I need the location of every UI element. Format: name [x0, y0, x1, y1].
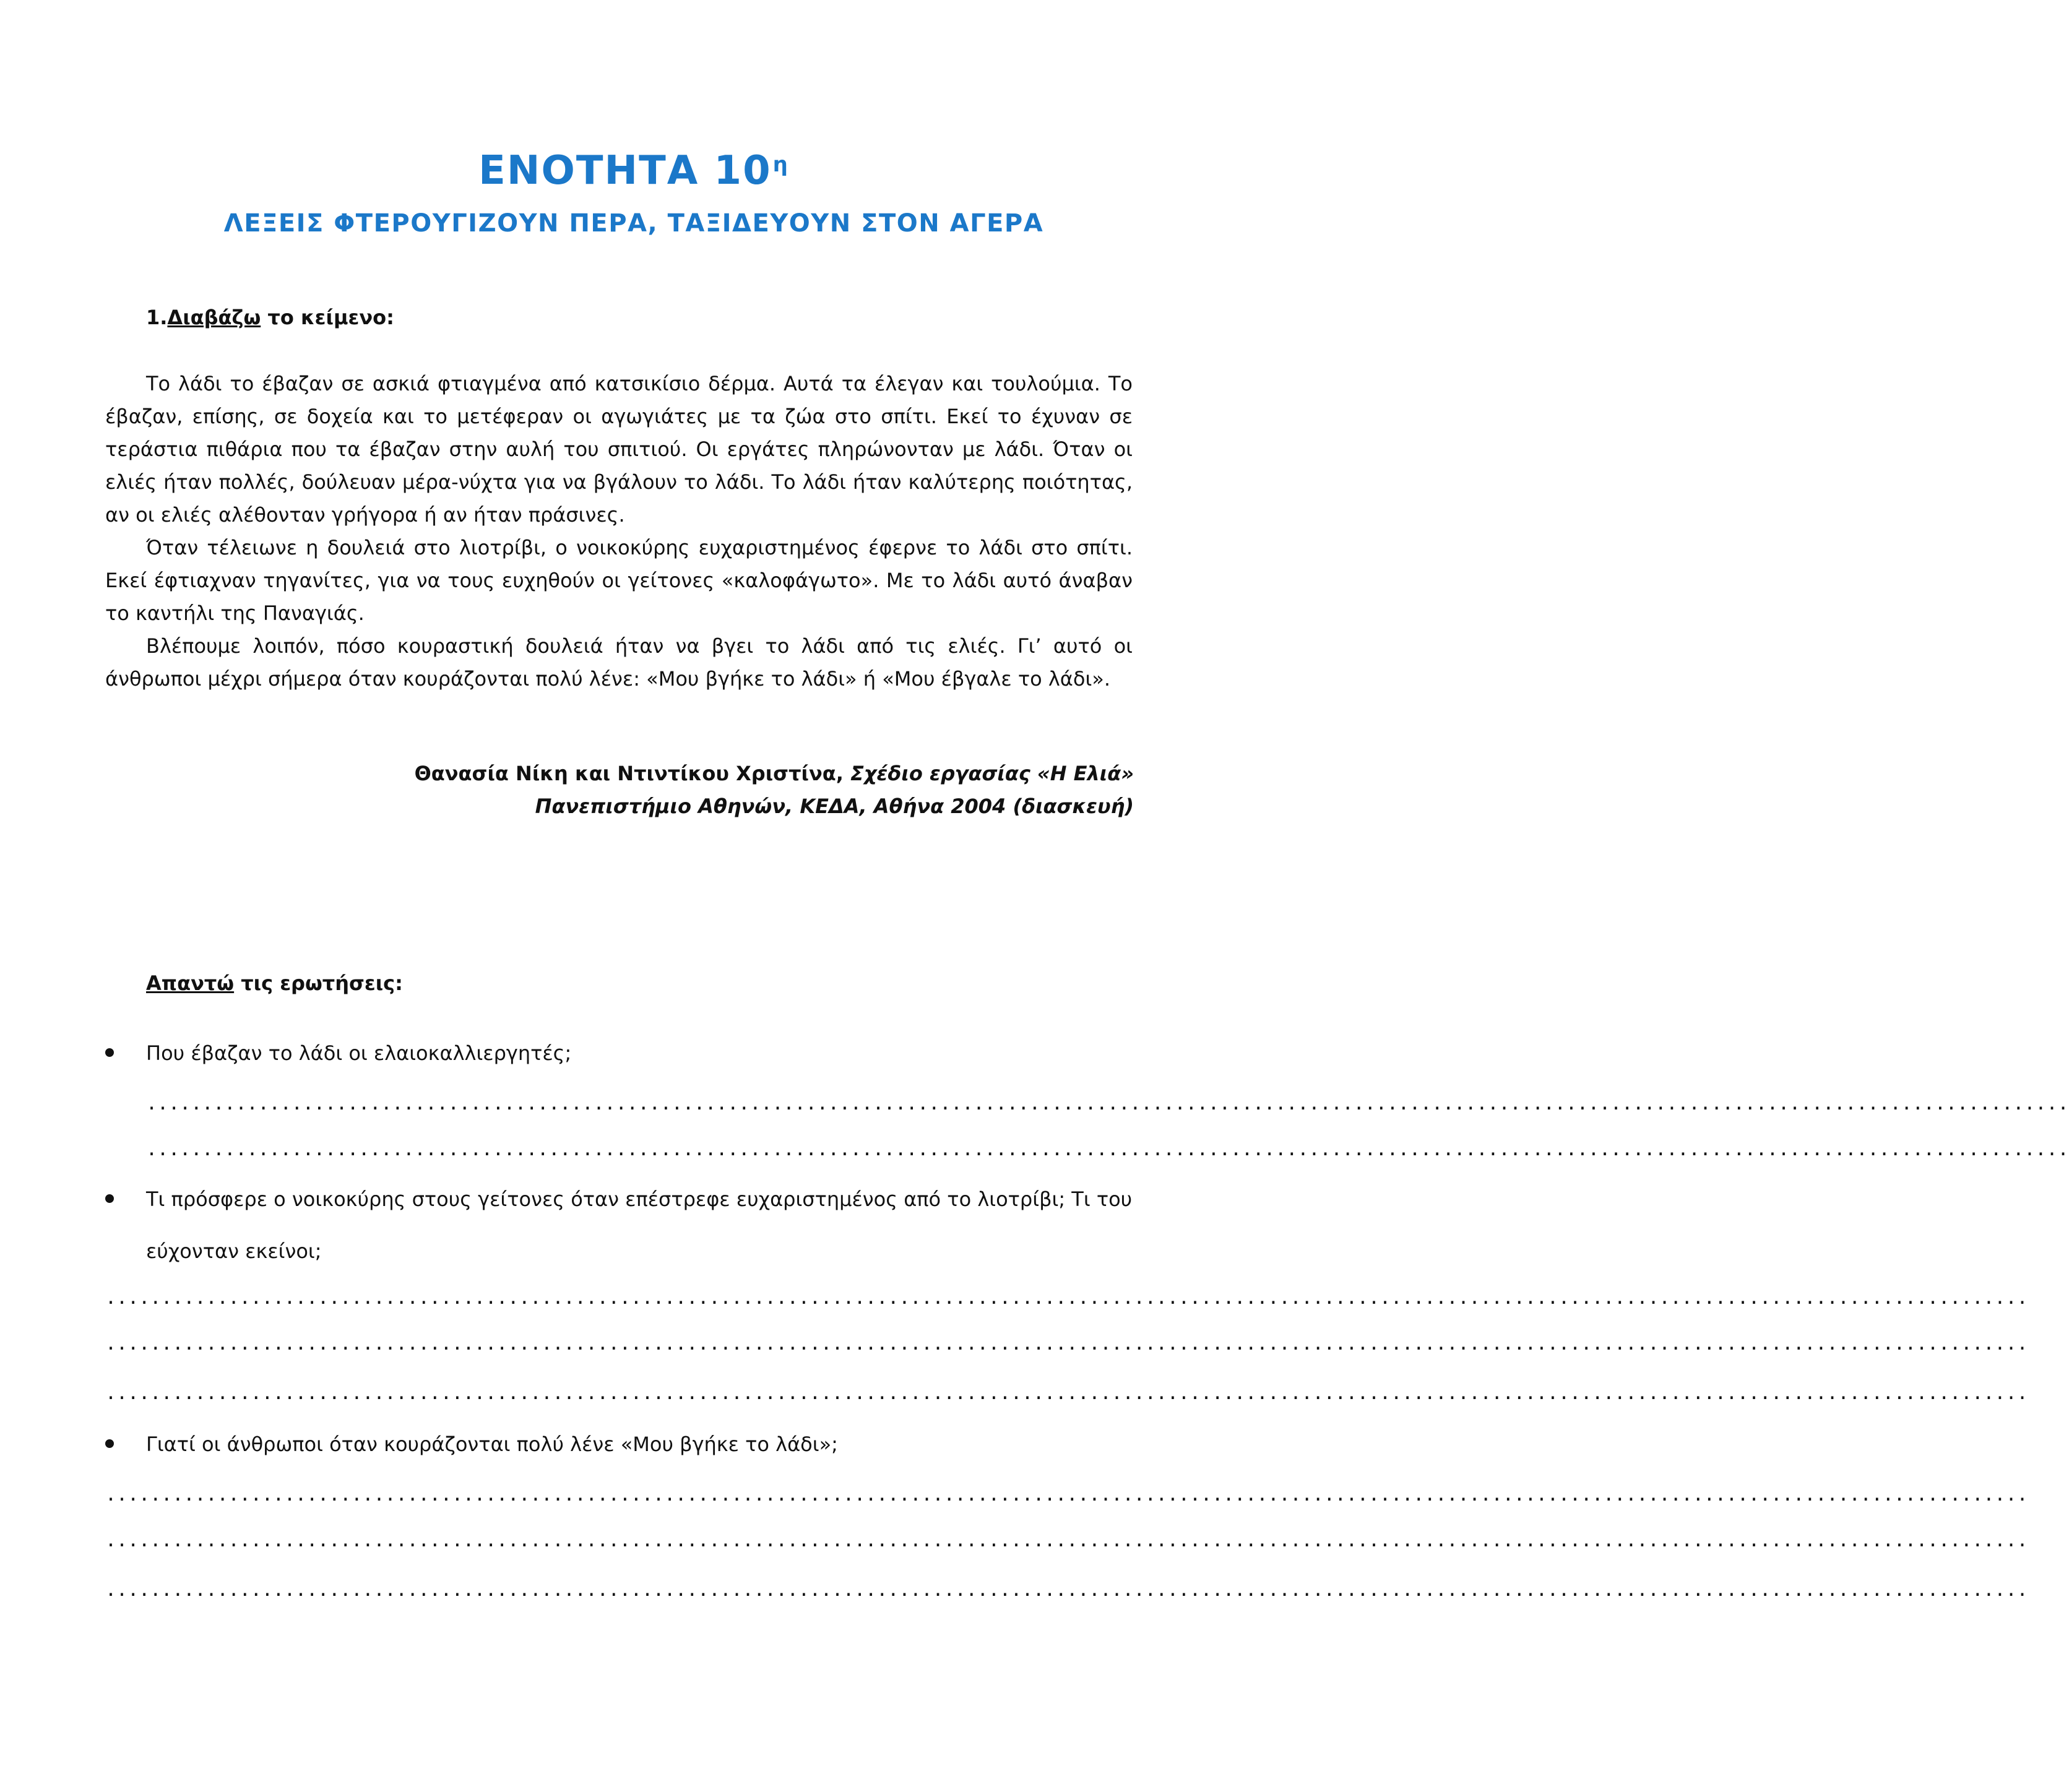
answers-verb: Απαντώ — [146, 971, 235, 995]
citation — [415, 757, 1134, 823]
bullet-icon — [105, 1194, 114, 1203]
page-title — [0, 146, 1268, 196]
exercise-heading — [146, 303, 394, 332]
exercise-verb: Διαβάζω — [167, 306, 261, 329]
answer-line-2-2[interactable]: ............................................................................................................................................................................ — [105, 1333, 2028, 1355]
answer-line-1-1[interactable]: ............................................................................................................................................................................ — [146, 1093, 2069, 1114]
title-text: ΕΝΟΤΗΤΑ 10 — [478, 148, 772, 194]
answers-heading — [146, 969, 403, 997]
title-superscript: η — [772, 152, 789, 177]
header — [0, 146, 1268, 240]
answer-line-2-1[interactable]: ............................................................................................................................................................................ — [105, 1287, 2028, 1309]
exercise-number: 1. — [146, 306, 168, 329]
exercise-instruction: το κείμενο: — [261, 306, 394, 329]
reading-paragraph-3: Βλέπουμε λοιπόν, πόσο κουραστική δουλειά ήταν να βγει το λάδι από τις ελιές. Γι’ αυτό οι άνθρωποι μέχρι σήμερα όταν κουράζονται πολύ λένε: «Μου βγήκε το λάδι» ή «Μου έβγαλε το λάδι». — [105, 634, 1133, 691]
reading-paragraph-2: Όταν τέλειωνε η δουλειά στο λιοτρίβι, ο νοικοκύρης ευχαριστημένος έφερνε το λάδι στο σπίτι. Εκεί έφτιαχναν τηγανίτες, για να τους ευχηθούν οι γείτονες «καλοφάγωτο». Με το λάδι αυτό άναβαν το καντήλι της Παναγιάς. — [105, 536, 1133, 625]
answer-line-1-2[interactable]: ............................................................................................................................................................................ — [146, 1139, 2069, 1160]
citation-authors: Θανασία Νίκη και Ντιντίκου Χριστίνα, — [414, 762, 851, 785]
citation-source: Πανεπιστήμιο Αθηνών, ΚΕΔΑ, Αθήνα 2004 (διασκευή) — [535, 795, 1134, 818]
bullet-icon — [105, 1048, 114, 1057]
answer-line-3-3[interactable]: ............................................................................................................................................................................ — [105, 1579, 2028, 1601]
answer-line-3-1[interactable]: ............................................................................................................................................................................ — [105, 1484, 2028, 1506]
citation-line-1 — [415, 757, 1134, 790]
page-subtitle: ΛΕΞΕΙΣ ΦΤΕΡΟΥΓΙΖΟΥΝ ΠΕΡΑ, ΤΑΞΙΔΕΥΟΥΝ ΣΤΟΝ ΑΓΕΡΑ — [223, 209, 1044, 238]
reading-text — [105, 368, 1133, 696]
bullet-icon — [105, 1439, 114, 1448]
answer-line-3-2[interactable]: ............................................................................................................................................................................ — [105, 1530, 2028, 1551]
question-3: Γιατί οι άνθρωποι όταν κουράζονται πολύ λένε «Μου βγήκε το λάδι»; — [146, 1432, 838, 1456]
question-1: Που έβαζαν το λάδι οι ελαιοκαλλιεργητές; — [146, 1041, 572, 1065]
citation-work: Σχέδιο εργασίας «Η Ελιά» — [850, 762, 1134, 785]
answers-instruction: τις ερωτήσεις: — [234, 971, 403, 995]
question-2: Τι πρόσφερε ο νοικοκύρης στους γείτονες όταν επέστρεφε ευχαριστημένος από το λιοτρίβι; Τι του εύχονταν εκείνοι; — [146, 1187, 1133, 1263]
answer-line-2-3[interactable]: ............................................................................................................................................................................ — [105, 1382, 2028, 1404]
reading-paragraph-1: Το λάδι το έβαζαν σε ασκιά φτιαγμένα από κατσικίσιο δέρμα. Αυτά τα έλεγαν και τουλούμια. Το έβαζαν, επίσης, σε δοχεία και το μετέφεραν οι αγωγιάτες με τα ζώα στο σπίτι. Εκεί το έχυναν σε τεράστια πιθάρια που τα έβαζαν στην αυλή του σπιτιού. Οι εργάτες πληρώνονταν με λάδι. Όταν οι ελιές ήταν πολλές, δούλευαν μέρα-νύχτα για να βγάλουν το λάδι. Το λάδι ήταν καλύτερης ποιότητας, αν οι ελιές αλέθονταν γρήγορα ή αν ήταν πράσινες. — [105, 372, 1133, 527]
